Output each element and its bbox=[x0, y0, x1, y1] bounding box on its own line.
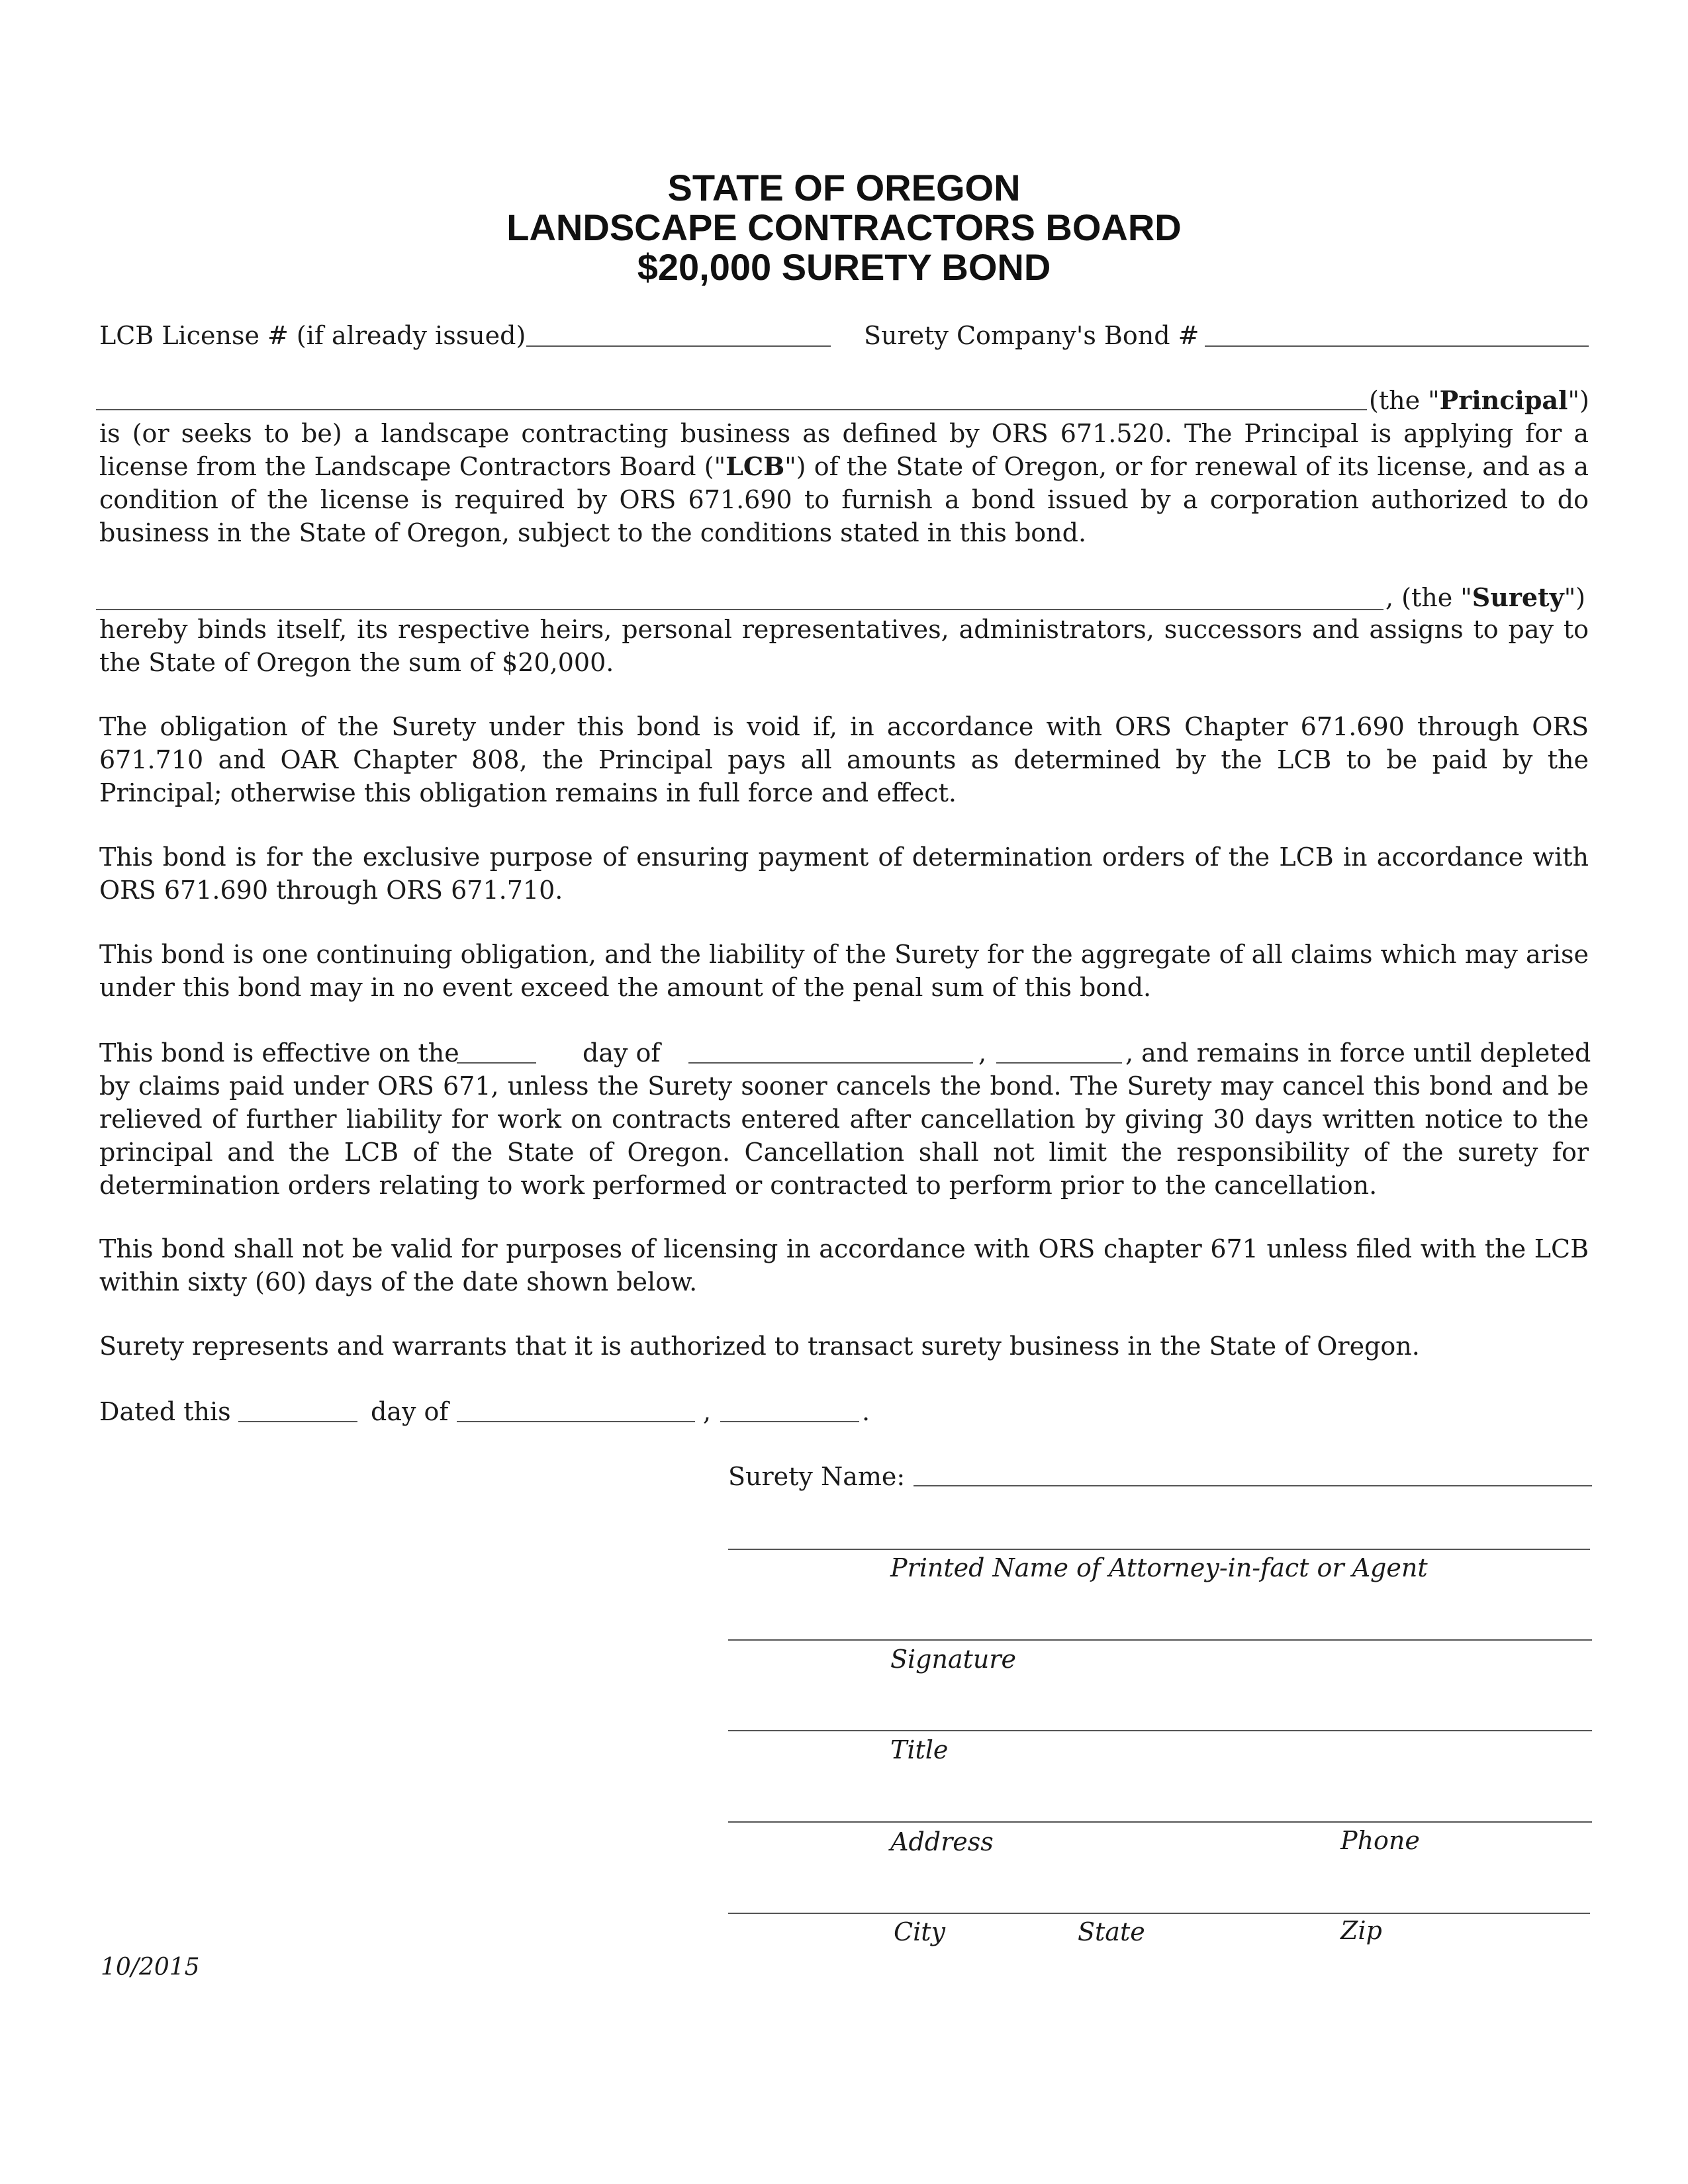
signature-field[interactable] bbox=[728, 1639, 1592, 1641]
dated-period: . bbox=[862, 1397, 870, 1426]
city-label: City bbox=[894, 1917, 945, 1946]
printed-name-field[interactable] bbox=[728, 1549, 1590, 1550]
principal-name-field[interactable] bbox=[96, 409, 1367, 410]
dated-comma: , bbox=[703, 1397, 712, 1426]
dated-label: Dated this bbox=[99, 1397, 231, 1426]
license-label: LCB License # (if already issued) bbox=[99, 321, 526, 350]
title-label: Title bbox=[890, 1735, 949, 1764]
signature-label: Signature bbox=[890, 1645, 1017, 1674]
address-label: Address bbox=[890, 1827, 994, 1856]
license-number-field[interactable] bbox=[526, 345, 831, 347]
surety-name-field[interactable] bbox=[96, 609, 1383, 610]
effective-paragraph: by claims paid under ORS 671, unless the Surety sooner cancels the bond. The Surety may cancel this bond and be relieved of further liability for work on contracts entered after cancellation by giving 30 days written notice to the principal and the LCB of the State of Oregon. Cancellation shall not limit the responsibility of the surety for determination orders relating to work performed or contracted to perform prior to the cancellation. bbox=[99, 1071, 1589, 1200]
effective-label: This bond is effective on the bbox=[99, 1038, 459, 1068]
effective-comma: , bbox=[978, 1038, 987, 1068]
bond-number-label: Surety Company's Bond # bbox=[864, 321, 1199, 350]
dated-month-field[interactable] bbox=[457, 1421, 695, 1422]
effective-day-of-label: day of bbox=[583, 1038, 661, 1068]
warranty-paragraph: Surety represents and warrants that it is authorized to transact surety business in the State of Oregon. bbox=[99, 1332, 1420, 1361]
title-state: STATE OF OREGON bbox=[667, 167, 1021, 208]
surety-label: , (the "Surety") bbox=[1385, 582, 1585, 612]
effective-year-field[interactable] bbox=[996, 1062, 1122, 1064]
effective-day-field[interactable] bbox=[457, 1062, 536, 1064]
zip-label: Zip bbox=[1340, 1916, 1382, 1945]
dated-day-field[interactable] bbox=[238, 1421, 357, 1422]
phone-label: Phone bbox=[1340, 1826, 1420, 1855]
liability-paragraph: This bond is one continuing obligation, and the liability of the Surety for the aggregate of all claims which may arise under this bond may in no event exceed the amount of the penal sum of this bond. bbox=[99, 940, 1589, 1002]
purpose-paragraph: This bond is for the exclusive purpose of ensuring payment of determination orders of the LCB in accordance with ORS 671.690 through ORS 671.710. bbox=[99, 842, 1589, 905]
title-board: LANDSCAPE CONTRACTORS BOARD bbox=[506, 206, 1182, 248]
surety-name-label: Surety Name: bbox=[728, 1462, 906, 1491]
address-field[interactable] bbox=[728, 1821, 1592, 1823]
dated-year-field[interactable] bbox=[720, 1421, 859, 1422]
principal-paragraph: is (or seeks to be) a landscape contracting business as defined by ORS 671.520. The Principal is applying for a license from the Landscape Contractors Board ("LCB") of the State of Oregon, or for renewal of its license, and as a condition of the license is required by ORS 671.690 to furnish a bond issued by a corporation authorized to do business in the State of Oregon, subject to the conditions stated in this bond. bbox=[99, 419, 1589, 547]
printed-name-label: Printed Name of Attorney-in-fact or Agent bbox=[890, 1553, 1428, 1582]
title-bond: $20,000 SURETY BOND bbox=[637, 246, 1051, 288]
validity-paragraph: This bond shall not be valid for purposes of licensing in accordance with ORS chapter 671 unless filed with the LCB within sixty (60) days of the date shown below. bbox=[99, 1234, 1589, 1297]
bond-number-field[interactable] bbox=[1205, 345, 1589, 347]
state-label: State bbox=[1078, 1917, 1145, 1946]
effective-month-field[interactable] bbox=[688, 1062, 973, 1064]
city-state-zip-field[interactable] bbox=[728, 1913, 1590, 1914]
dated-day-of-label: day of bbox=[371, 1397, 449, 1426]
surety-name-signature-field[interactable] bbox=[914, 1485, 1592, 1486]
surety-paragraph: hereby binds itself, its respective heirs, personal representatives, administrators, successors and assigns to pay to the State of Oregon the sum of $20,000. bbox=[99, 615, 1589, 677]
obligation-paragraph: The obligation of the Surety under this bond is void if, in accordance with ORS Chapter 671.690 through ORS 671.710 and OAR Chapter 808, the Principal pays all amounts as determined by the LCB to be paid by the Principal; otherwise this obligation remains in full force and effect. bbox=[99, 712, 1589, 807]
revision-date: 10/2015 bbox=[101, 1954, 200, 1981]
principal-label: (the "Principal") bbox=[1369, 385, 1589, 415]
title-field[interactable] bbox=[728, 1730, 1592, 1731]
effective-remains-text: , and remains in force until depleted bbox=[1125, 1038, 1591, 1068]
